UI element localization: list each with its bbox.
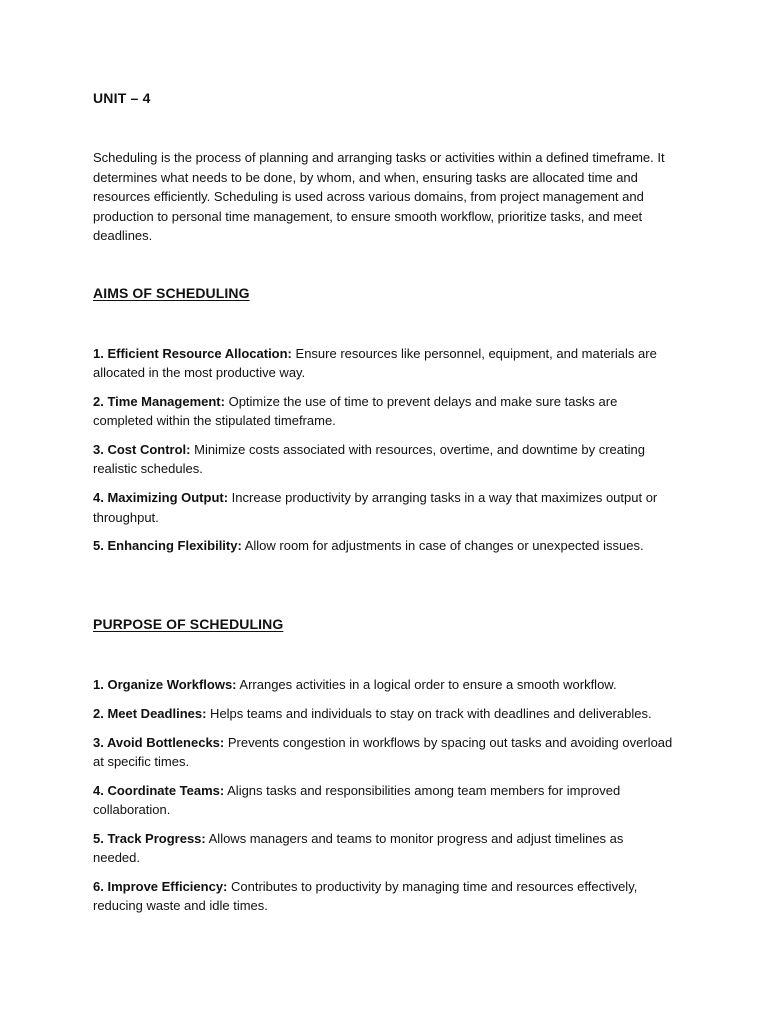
purpose-item-text: Arranges activities in a logical order to ensure a smooth workflow.: [236, 677, 617, 692]
aims-item-label: 3. Cost Control:: [93, 442, 191, 458]
purpose-item: [93, 829, 673, 868]
aims-item-text: Allow room for adjustments in case of changes or unexpected issues.: [241, 538, 644, 554]
purpose-item-label: 6. Improve Efficiency:: [93, 878, 228, 894]
aims-item: [93, 440, 673, 479]
aims-item-text: Increase productivity by arranging tasks in a way that maximizes output or throughput.: [93, 490, 658, 525]
purpose-item-label: 1. Organize Workflows:: [93, 677, 237, 692]
purpose-item: [93, 733, 673, 772]
aims-item-text: Minimize costs associated with resources, overtime, and downtime by creating realistic schedules.: [93, 442, 645, 477]
aims-item: [93, 488, 673, 527]
purpose-item-text: Allows managers and teams to monitor progress and adjust timelines as needed.: [93, 830, 624, 866]
unit-title: UNIT – 4: [93, 90, 151, 106]
purpose-item-text: Contributes to productivity by managing time and resources effectively, reducing waste and idle times.: [93, 878, 638, 914]
intro-paragraph: Scheduling is the process of planning and arranging tasks or activities within a defined timeframe. It determines what needs to be done, by whom, and when, ensuring tasks are allocated time and resources efficiently. Scheduling is used across various domains, from project management and production to personal time management, to ensure smooth workflow, prioritize tasks, and meet deadlines.: [93, 150, 665, 243]
aims-item-label: 2. Time Management:: [93, 394, 225, 410]
purpose-item-label: 4. Coordinate Teams:: [93, 782, 225, 798]
purpose-item-text: Aligns tasks and responsibilities among team members for improved collaboration.: [93, 782, 621, 817]
aims-item-text: Optimize the use of time to prevent delays and make sure tasks are completed within the stipulated timeframe.: [93, 394, 618, 429]
aims-item: [93, 344, 673, 383]
purpose-item-label: 3. Avoid Bottlenecks:: [93, 734, 225, 750]
aims-item: [93, 536, 673, 555]
purpose-item-text: Helps teams and individuals to stay on track with deadlines and deliverables.: [206, 705, 652, 721]
aims-item-label: 4. Maximizing Output:: [93, 490, 229, 506]
purpose-heading: PURPOSE OF SCHEDULING: [93, 616, 284, 632]
purpose-item-label: 2. Meet Deadlines:: [93, 705, 207, 721]
aims-item-label: 5. Enhancing Flexibility:: [93, 538, 242, 554]
purpose-item: [93, 704, 673, 723]
aims-heading: AIMS OF SCHEDULING: [93, 285, 250, 301]
purpose-item-label: 5. Track Progress:: [93, 830, 206, 846]
purpose-list: [93, 675, 673, 925]
purpose-item: [93, 877, 673, 916]
aims-list: [93, 344, 673, 565]
aims-item: [93, 392, 673, 431]
aims-item-label: 1. Efficient Resource Allocation:: [93, 346, 292, 361]
purpose-item: [93, 675, 673, 694]
purpose-item-text: Prevents congestion in workflows by spacing out tasks and avoiding overload at specific times.: [93, 734, 673, 769]
aims-item-text: Ensure resources like personnel, equipment, and materials are allocated in the most productive way.: [93, 346, 657, 381]
purpose-item: [93, 781, 673, 820]
